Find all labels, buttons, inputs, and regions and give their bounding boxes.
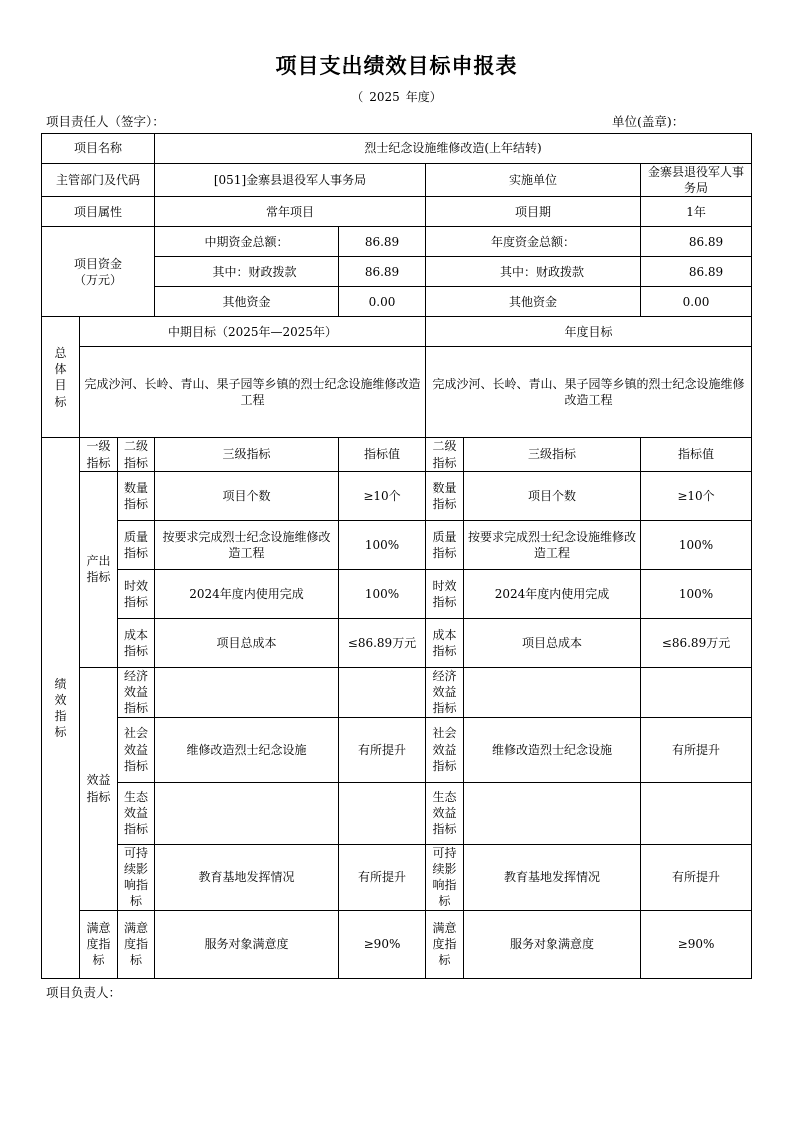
indicator-value-annual: 有所提升: [641, 844, 752, 910]
header-level2-annual: 二级指标: [426, 438, 464, 471]
project-name-label: 项目名称: [42, 134, 155, 164]
project-lead-label: 项目负责人：: [46, 985, 122, 1000]
other-annual-value: 0.00: [641, 287, 752, 317]
project-period-label: 项目期: [426, 197, 641, 227]
year-value: 2025: [369, 90, 400, 104]
indicator-level2: 经济效益指标: [118, 667, 155, 717]
indicator-level2: 成本指标: [118, 618, 155, 667]
fiscal-label: 其中：财政拨款: [155, 257, 339, 287]
indicator-level3: [155, 782, 339, 844]
indicator-value: ≤86.89万元: [339, 618, 426, 667]
fiscal-annual-value: 86.89: [641, 257, 752, 287]
indicator-value-annual: [641, 667, 752, 717]
other-mid-value: 0.00: [339, 287, 426, 317]
indicator-level2-annual: 经济效益指标: [426, 667, 464, 717]
output-indicators-label: 产出指标: [80, 471, 118, 667]
indicator-level2-annual: 质量指标: [426, 520, 464, 569]
indicator-level2-annual: 数量指标: [426, 471, 464, 520]
indicator-value: 100%: [339, 520, 426, 569]
fiscal-mid-value: 86.89: [339, 257, 426, 287]
header-value-annual: 指标值: [641, 438, 752, 471]
annual-goal-header: 年度目标: [426, 317, 752, 347]
indicator-level3: 项目总成本: [155, 618, 339, 667]
annual-total-value: 86.89: [641, 227, 752, 257]
indicator-level3: 维修改造烈士纪念设施: [155, 717, 339, 782]
indicator-level2-annual: 时效指标: [426, 569, 464, 618]
indicator-value-annual: 有所提升: [641, 717, 752, 782]
indicator-value-annual: [641, 782, 752, 844]
overall-goal-label: 总体目标: [42, 317, 80, 438]
fiscal-label-annual: 其中：财政拨款: [426, 257, 641, 287]
indicator-value: 100%: [339, 569, 426, 618]
indicator-level2-annual: 生态效益指标: [426, 782, 464, 844]
indicator-value-annual: ≤86.89万元: [641, 618, 752, 667]
mid-total-value: 86.89: [339, 227, 426, 257]
indicator-level3: 项目个数: [155, 471, 339, 520]
mid-goal-header: 中期目标（2025年—2025年）: [80, 317, 426, 347]
indicator-level3: 2024年度内使用完成: [155, 569, 339, 618]
indicator-level3-annual: [464, 667, 641, 717]
project-funds-label: 项目资金（万元）: [42, 227, 155, 317]
indicator-value-annual: 100%: [641, 520, 752, 569]
indicator-value-annual: ≥90%: [641, 910, 752, 978]
indicator-level2: 社会效益指标: [118, 717, 155, 782]
indicator-level3-annual: 教育基地发挥情况: [464, 844, 641, 910]
indicator-value: 有所提升: [339, 717, 426, 782]
indicator-level2: 数量指标: [118, 471, 155, 520]
indicator-level3-annual: 按要求完成烈士纪念设施维修改造工程: [464, 520, 641, 569]
indicator-level3: 按要求完成烈士纪念设施维修改造工程: [155, 520, 339, 569]
project-attr-value: 常年项目: [155, 197, 426, 227]
indicator-value-annual: 100%: [641, 569, 752, 618]
indicator-level2-annual: 成本指标: [426, 618, 464, 667]
indicator-level3-annual: 维修改造烈士纪念设施: [464, 717, 641, 782]
mid-total-label: 中期资金总额：: [155, 227, 339, 257]
benefit-indicators-label: 效益指标: [80, 667, 118, 910]
other-funds-label: 其他资金: [155, 287, 339, 317]
header-value: 指标值: [339, 438, 426, 471]
indicator-level3: 教育基地发挥情况: [155, 844, 339, 910]
indicator-level3-annual: 项目个数: [464, 471, 641, 520]
header-level3-annual: 三级指标: [464, 438, 641, 471]
indicator-value: ≥90%: [339, 910, 426, 978]
unit-seal-label: 单位(盖章)：: [612, 114, 685, 129]
indicator-level3-annual: 2024年度内使用完成: [464, 569, 641, 618]
indicator-value: ≥10个: [339, 471, 426, 520]
indicator-value: [339, 667, 426, 717]
dept-value: [051]金寨县退役军人事务局: [155, 164, 426, 197]
indicator-level3-annual: 服务对象满意度: [464, 910, 641, 978]
indicator-level2-annual: 满意度指标: [426, 910, 464, 978]
page-title: 项目支出绩效目标申报表: [275, 53, 518, 78]
indicator-level2: 可持续影响指标: [118, 844, 155, 910]
report-year: （ 2025 年度）: [351, 90, 442, 104]
annual-total-label: 年度资金总额：: [426, 227, 641, 257]
responsible-signature-label: 项目责任人（签字）：: [46, 114, 165, 129]
indicator-level3: 服务对象满意度: [155, 910, 339, 978]
indicator-level2: 生态效益指标: [118, 782, 155, 844]
project-attr-label: 项目属性: [42, 197, 155, 227]
indicator-level2: 时效指标: [118, 569, 155, 618]
project-period-value: 1年: [641, 197, 752, 227]
indicator-value-annual: ≥10个: [641, 471, 752, 520]
impl-unit-label: 实施单位: [426, 164, 641, 197]
other-funds-label-annual: 其他资金: [426, 287, 641, 317]
project-name-value: 烈士纪念设施维修改造(上年结转): [155, 134, 752, 164]
indicator-level3-annual: 项目总成本: [464, 618, 641, 667]
header-level1: 一级指标: [80, 438, 118, 471]
indicator-level2-annual: 可持续影响指标: [426, 844, 464, 910]
impl-unit-value: 金寨县退役军人事务局: [641, 164, 752, 197]
indicator-level2: 质量指标: [118, 520, 155, 569]
indicator-level2-annual: 社会效益指标: [426, 717, 464, 782]
indicator-level3: [155, 667, 339, 717]
mid-goal-text: 完成沙河、长岭、青山、果子园等乡镇的烈士纪念设施维修改造工程: [80, 347, 426, 438]
indicator-level2: 满意度指标: [118, 910, 155, 978]
header-level3: 三级指标: [155, 438, 339, 471]
dept-label: 主管部门及代码: [42, 164, 155, 197]
annual-goal-text: 完成沙河、长岭、青山、果子园等乡镇的烈士纪念设施维修改造工程: [426, 347, 752, 438]
header-level2: 二级指标: [118, 438, 155, 471]
indicator-level3-annual: [464, 782, 641, 844]
satisfaction-indicators-label: 满意度指标: [80, 910, 118, 978]
performance-goal-table: [41, 133, 752, 979]
performance-indicators-label: 绩效指标: [42, 438, 80, 978]
indicator-value: 有所提升: [339, 844, 426, 910]
indicator-value: [339, 782, 426, 844]
